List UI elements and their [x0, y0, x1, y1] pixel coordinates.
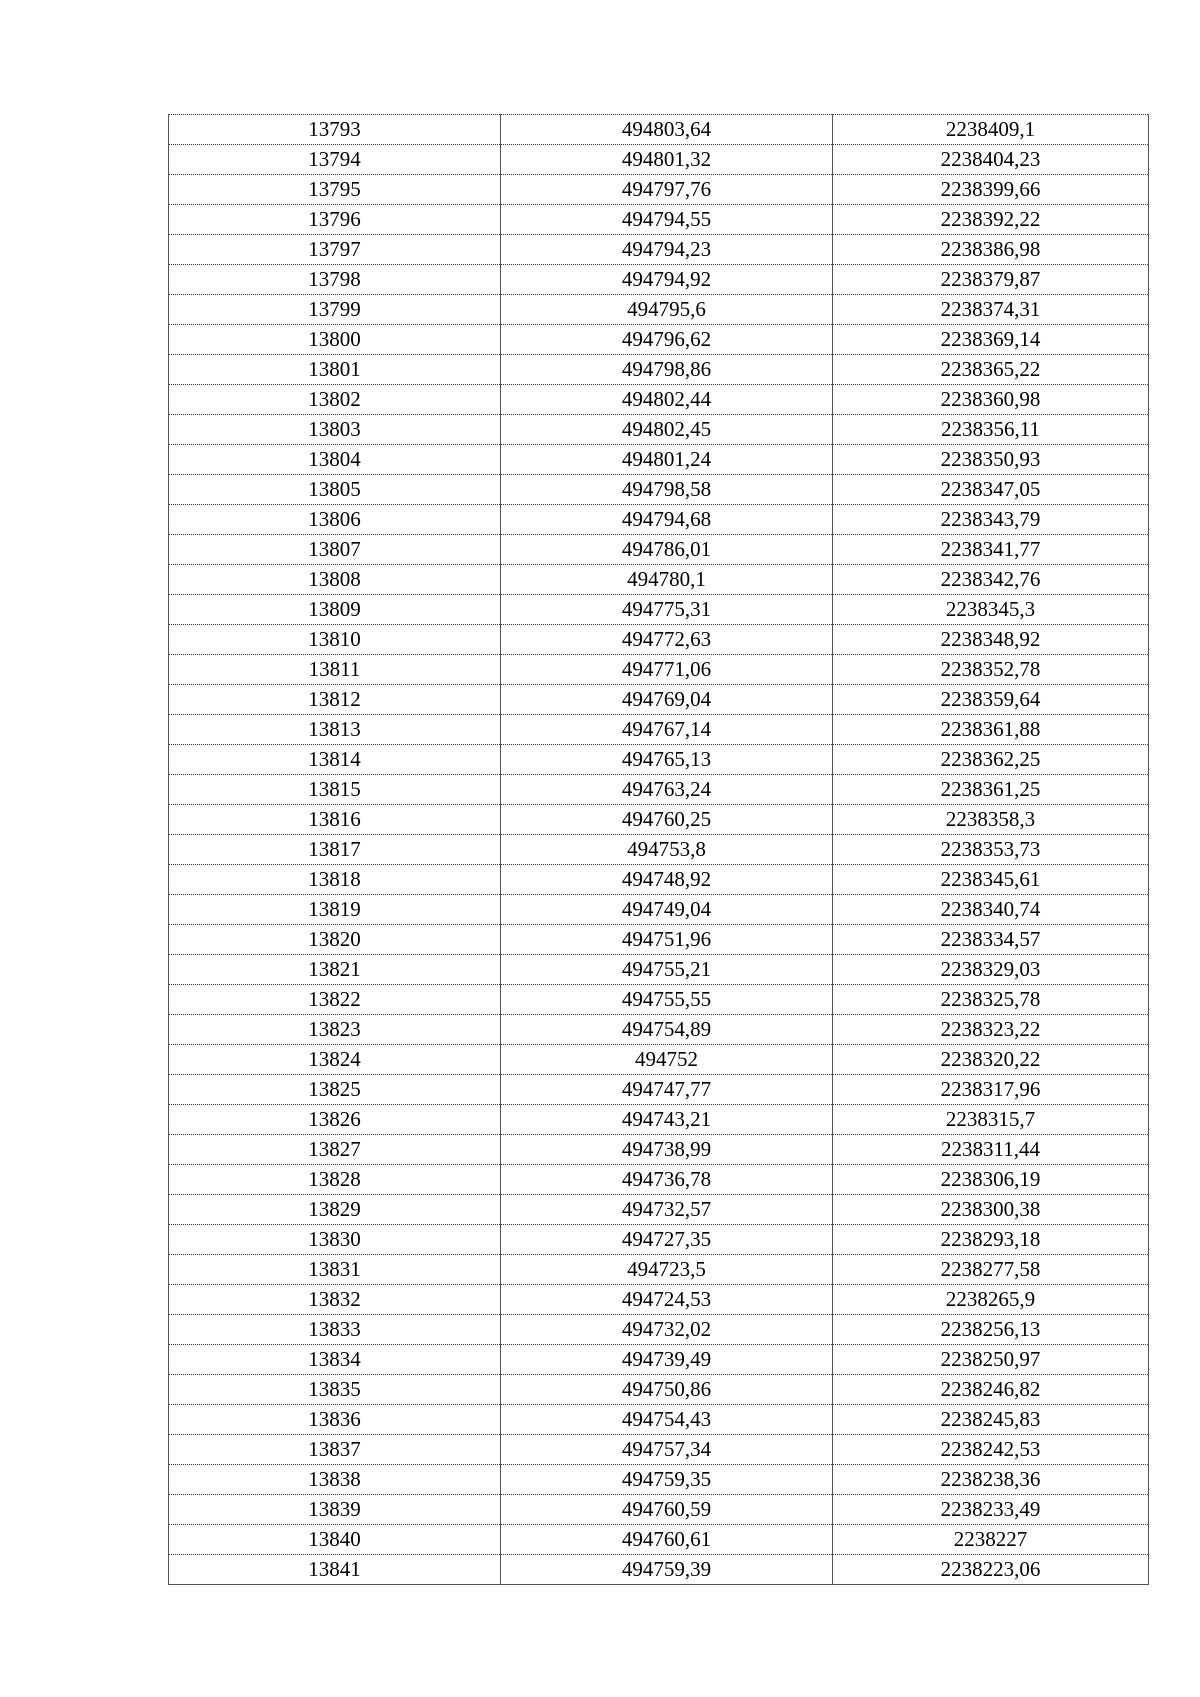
point-number-cell: 13841 [169, 1555, 501, 1585]
coordinates-table-body [169, 115, 1149, 1585]
table-row [169, 1465, 1149, 1495]
x-coordinate-cell: 494760,59 [501, 1495, 833, 1525]
x-coordinate-cell: 494724,53 [501, 1285, 833, 1315]
point-number-cell: 13839 [169, 1495, 501, 1525]
point-number-cell: 13823 [169, 1015, 501, 1045]
x-coordinate-cell: 494801,24 [501, 445, 833, 475]
y-coordinate-cell: 2238350,93 [833, 445, 1149, 475]
x-coordinate-cell: 494727,35 [501, 1225, 833, 1255]
point-number-cell: 13813 [169, 715, 501, 745]
x-coordinate-cell: 494796,62 [501, 325, 833, 355]
x-coordinate-cell: 494797,76 [501, 175, 833, 205]
point-number-cell: 13829 [169, 1195, 501, 1225]
point-number-cell: 13830 [169, 1225, 501, 1255]
point-number-cell: 13802 [169, 385, 501, 415]
y-coordinate-cell: 2238293,18 [833, 1225, 1149, 1255]
y-coordinate-cell: 2238341,77 [833, 535, 1149, 565]
table-row [169, 835, 1149, 865]
point-number-cell: 13793 [169, 115, 501, 145]
x-coordinate-cell: 494769,04 [501, 685, 833, 715]
table-row [169, 775, 1149, 805]
table-row [169, 565, 1149, 595]
table-row [169, 1225, 1149, 1255]
y-coordinate-cell: 2238242,53 [833, 1435, 1149, 1465]
table-row [169, 325, 1149, 355]
x-coordinate-cell: 494759,35 [501, 1465, 833, 1495]
point-number-cell: 13810 [169, 625, 501, 655]
y-coordinate-cell: 2238404,23 [833, 145, 1149, 175]
x-coordinate-cell: 494794,68 [501, 505, 833, 535]
table-row [169, 415, 1149, 445]
table-row [169, 445, 1149, 475]
y-coordinate-cell: 2238409,1 [833, 115, 1149, 145]
y-coordinate-cell: 2238325,78 [833, 985, 1149, 1015]
x-coordinate-cell: 494743,21 [501, 1105, 833, 1135]
point-number-cell: 13798 [169, 265, 501, 295]
y-coordinate-cell: 2238277,58 [833, 1255, 1149, 1285]
y-coordinate-cell: 2238386,98 [833, 235, 1149, 265]
point-number-cell: 13825 [169, 1075, 501, 1105]
x-coordinate-cell: 494798,58 [501, 475, 833, 505]
point-number-cell: 13794 [169, 145, 501, 175]
point-number-cell: 13816 [169, 805, 501, 835]
y-coordinate-cell: 2238361,88 [833, 715, 1149, 745]
y-coordinate-cell: 2238345,61 [833, 865, 1149, 895]
x-coordinate-cell: 494738,99 [501, 1135, 833, 1165]
table-row [169, 625, 1149, 655]
y-coordinate-cell: 2238369,14 [833, 325, 1149, 355]
x-coordinate-cell: 494763,24 [501, 775, 833, 805]
table-row [169, 805, 1149, 835]
x-coordinate-cell: 494739,49 [501, 1345, 833, 1375]
point-number-cell: 13826 [169, 1105, 501, 1135]
y-coordinate-cell: 2238245,83 [833, 1405, 1149, 1435]
x-coordinate-cell: 494802,45 [501, 415, 833, 445]
point-number-cell: 13818 [169, 865, 501, 895]
x-coordinate-cell: 494732,57 [501, 1195, 833, 1225]
table-row [169, 235, 1149, 265]
x-coordinate-cell: 494765,13 [501, 745, 833, 775]
y-coordinate-cell: 2238320,22 [833, 1045, 1149, 1075]
point-number-cell: 13807 [169, 535, 501, 565]
x-coordinate-cell: 494803,64 [501, 115, 833, 145]
y-coordinate-cell: 2238379,87 [833, 265, 1149, 295]
point-number-cell: 13824 [169, 1045, 501, 1075]
point-number-cell: 13827 [169, 1135, 501, 1165]
y-coordinate-cell: 2238358,3 [833, 805, 1149, 835]
table-row [169, 955, 1149, 985]
point-number-cell: 13803 [169, 415, 501, 445]
y-coordinate-cell: 2238323,22 [833, 1015, 1149, 1045]
point-number-cell: 13796 [169, 205, 501, 235]
x-coordinate-cell: 494795,6 [501, 295, 833, 325]
point-number-cell: 13836 [169, 1405, 501, 1435]
point-number-cell: 13828 [169, 1165, 501, 1195]
x-coordinate-cell: 494771,06 [501, 655, 833, 685]
table-row [169, 1345, 1149, 1375]
y-coordinate-cell: 2238306,19 [833, 1165, 1149, 1195]
table-row [169, 265, 1149, 295]
table-row [169, 385, 1149, 415]
table-row [169, 595, 1149, 625]
y-coordinate-cell: 2238256,13 [833, 1315, 1149, 1345]
y-coordinate-cell: 2238317,96 [833, 1075, 1149, 1105]
point-number-cell: 13837 [169, 1435, 501, 1465]
point-number-cell: 13801 [169, 355, 501, 385]
table-row [169, 895, 1149, 925]
y-coordinate-cell: 2238238,36 [833, 1465, 1149, 1495]
y-coordinate-cell: 2238353,73 [833, 835, 1149, 865]
x-coordinate-cell: 494754,89 [501, 1015, 833, 1045]
table-row [169, 745, 1149, 775]
x-coordinate-cell: 494757,34 [501, 1435, 833, 1465]
x-coordinate-cell: 494801,32 [501, 145, 833, 175]
point-number-cell: 13835 [169, 1375, 501, 1405]
x-coordinate-cell: 494749,04 [501, 895, 833, 925]
table-row [169, 1315, 1149, 1345]
x-coordinate-cell: 494759,39 [501, 1555, 833, 1585]
point-number-cell: 13832 [169, 1285, 501, 1315]
point-number-cell: 13809 [169, 595, 501, 625]
y-coordinate-cell: 2238343,79 [833, 505, 1149, 535]
x-coordinate-cell: 494750,86 [501, 1375, 833, 1405]
table-row [169, 1075, 1149, 1105]
x-coordinate-cell: 494786,01 [501, 535, 833, 565]
point-number-cell: 13834 [169, 1345, 501, 1375]
point-number-cell: 13795 [169, 175, 501, 205]
point-number-cell: 13804 [169, 445, 501, 475]
table-row [169, 1525, 1149, 1555]
y-coordinate-cell: 2238227 [833, 1525, 1149, 1555]
y-coordinate-cell: 2238348,92 [833, 625, 1149, 655]
y-coordinate-cell: 2238250,97 [833, 1345, 1149, 1375]
table-row [169, 1255, 1149, 1285]
table-row [169, 715, 1149, 745]
y-coordinate-cell: 2238392,22 [833, 205, 1149, 235]
table-row [169, 1435, 1149, 1465]
y-coordinate-cell: 2238345,3 [833, 595, 1149, 625]
y-coordinate-cell: 2238399,66 [833, 175, 1149, 205]
point-number-cell: 13838 [169, 1465, 501, 1495]
table-row [169, 1375, 1149, 1405]
table-row [169, 685, 1149, 715]
y-coordinate-cell: 2238374,31 [833, 295, 1149, 325]
y-coordinate-cell: 2238315,7 [833, 1105, 1149, 1135]
x-coordinate-cell: 494772,63 [501, 625, 833, 655]
x-coordinate-cell: 494747,77 [501, 1075, 833, 1105]
table-row [169, 1045, 1149, 1075]
y-coordinate-cell: 2238265,9 [833, 1285, 1149, 1315]
x-coordinate-cell: 494767,14 [501, 715, 833, 745]
x-coordinate-cell: 494755,21 [501, 955, 833, 985]
point-number-cell: 13814 [169, 745, 501, 775]
point-number-cell: 13812 [169, 685, 501, 715]
y-coordinate-cell: 2238352,78 [833, 655, 1149, 685]
table-row [169, 205, 1149, 235]
table-row [169, 475, 1149, 505]
x-coordinate-cell: 494802,44 [501, 385, 833, 415]
table-row [169, 145, 1149, 175]
y-coordinate-cell: 2238347,05 [833, 475, 1149, 505]
x-coordinate-cell: 494760,25 [501, 805, 833, 835]
table-row [169, 505, 1149, 535]
point-number-cell: 13815 [169, 775, 501, 805]
x-coordinate-cell: 494794,55 [501, 205, 833, 235]
point-number-cell: 13831 [169, 1255, 501, 1285]
y-coordinate-cell: 2238360,98 [833, 385, 1149, 415]
table-row [169, 865, 1149, 895]
table-row [169, 1015, 1149, 1045]
y-coordinate-cell: 2238365,22 [833, 355, 1149, 385]
table-row [169, 985, 1149, 1015]
point-number-cell: 13822 [169, 985, 501, 1015]
y-coordinate-cell: 2238362,25 [833, 745, 1149, 775]
x-coordinate-cell: 494723,5 [501, 1255, 833, 1285]
x-coordinate-cell: 494794,92 [501, 265, 833, 295]
point-number-cell: 13799 [169, 295, 501, 325]
y-coordinate-cell: 2238223,06 [833, 1555, 1149, 1585]
x-coordinate-cell: 494752 [501, 1045, 833, 1075]
point-number-cell: 13833 [169, 1315, 501, 1345]
point-number-cell: 13811 [169, 655, 501, 685]
point-number-cell: 13819 [169, 895, 501, 925]
x-coordinate-cell: 494794,23 [501, 235, 833, 265]
table-row [169, 1165, 1149, 1195]
x-coordinate-cell: 494780,1 [501, 565, 833, 595]
table-row [169, 925, 1149, 955]
point-number-cell: 13808 [169, 565, 501, 595]
table-row [169, 535, 1149, 565]
table-row [169, 1195, 1149, 1225]
x-coordinate-cell: 494732,02 [501, 1315, 833, 1345]
y-coordinate-cell: 2238334,57 [833, 925, 1149, 955]
point-number-cell: 13806 [169, 505, 501, 535]
x-coordinate-cell: 494753,8 [501, 835, 833, 865]
x-coordinate-cell: 494798,86 [501, 355, 833, 385]
point-number-cell: 13817 [169, 835, 501, 865]
table-row [169, 1555, 1149, 1585]
table-row [169, 1285, 1149, 1315]
table-row [169, 1405, 1149, 1435]
table-row [169, 1105, 1149, 1135]
y-coordinate-cell: 2238246,82 [833, 1375, 1149, 1405]
x-coordinate-cell: 494755,55 [501, 985, 833, 1015]
y-coordinate-cell: 2238329,03 [833, 955, 1149, 985]
point-number-cell: 13840 [169, 1525, 501, 1555]
point-number-cell: 13800 [169, 325, 501, 355]
y-coordinate-cell: 2238233,49 [833, 1495, 1149, 1525]
x-coordinate-cell: 494760,61 [501, 1525, 833, 1555]
table-row [169, 295, 1149, 325]
x-coordinate-cell: 494748,92 [501, 865, 833, 895]
y-coordinate-cell: 2238359,64 [833, 685, 1149, 715]
x-coordinate-cell: 494736,78 [501, 1165, 833, 1195]
y-coordinate-cell: 2238361,25 [833, 775, 1149, 805]
y-coordinate-cell: 2238300,38 [833, 1195, 1149, 1225]
table-row [169, 115, 1149, 145]
x-coordinate-cell: 494754,43 [501, 1405, 833, 1435]
table-row [169, 175, 1149, 205]
y-coordinate-cell: 2238340,74 [833, 895, 1149, 925]
point-number-cell: 13797 [169, 235, 501, 265]
point-number-cell: 13805 [169, 475, 501, 505]
y-coordinate-cell: 2238356,11 [833, 415, 1149, 445]
y-coordinate-cell: 2238311,44 [833, 1135, 1149, 1165]
point-number-cell: 13821 [169, 955, 501, 985]
table-row [169, 1135, 1149, 1165]
x-coordinate-cell: 494751,96 [501, 925, 833, 955]
table-row [169, 1495, 1149, 1525]
y-coordinate-cell: 2238342,76 [833, 565, 1149, 595]
table-row [169, 655, 1149, 685]
table-row [169, 355, 1149, 385]
coordinates-table [168, 114, 1149, 1585]
point-number-cell: 13820 [169, 925, 501, 955]
x-coordinate-cell: 494775,31 [501, 595, 833, 625]
